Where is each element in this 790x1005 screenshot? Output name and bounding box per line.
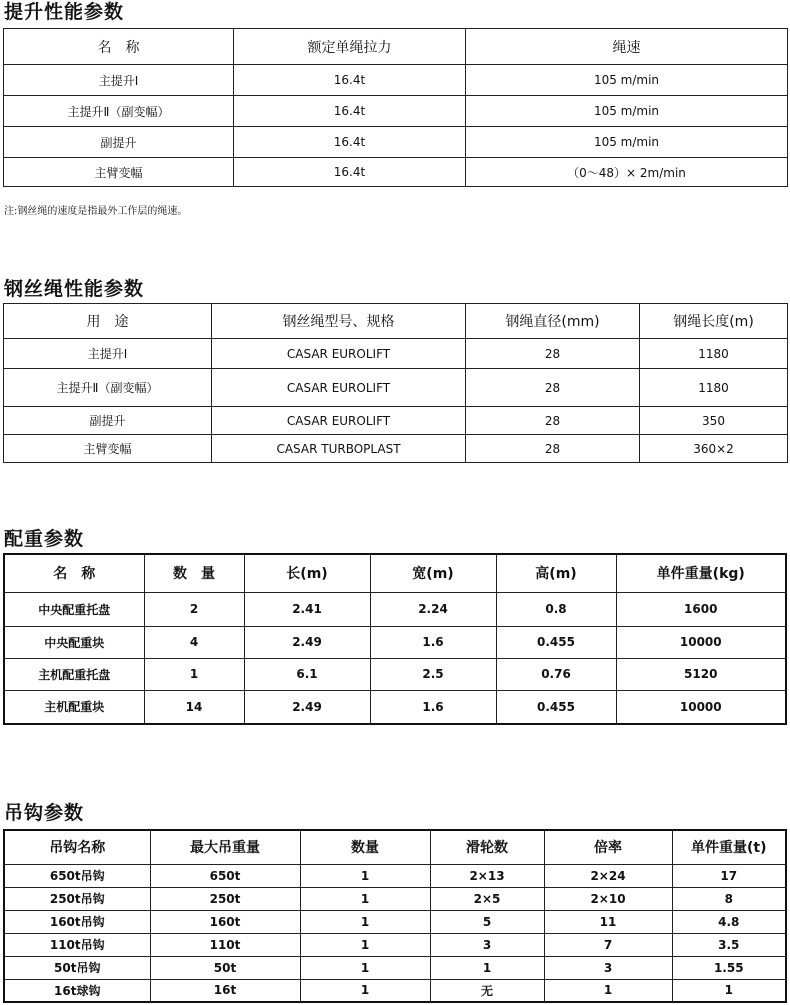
- table-row: [4, 592, 786, 626]
- table-cell: 主臂变幅: [4, 435, 212, 463]
- column-header: 数量: [300, 830, 430, 864]
- table-row: [4, 690, 786, 724]
- table-cell: 650t吊钩: [4, 864, 150, 887]
- table-cell: 2×13: [430, 864, 544, 887]
- table-cell: 8: [672, 887, 786, 910]
- table-row: [4, 369, 788, 407]
- table-cell: 28: [466, 339, 640, 369]
- table-cell: 主提升Ⅱ（副变幅）: [4, 369, 212, 407]
- column-header: 额定单绳拉力: [234, 29, 466, 65]
- table-cell: 28: [466, 435, 640, 463]
- table-cell: 16t: [150, 979, 300, 1002]
- table-cell: CASAR EUROLIFT: [212, 407, 466, 435]
- table-cell: CASAR TURBOPLAST: [212, 435, 466, 463]
- table-cell: （0～48）× 2m/min: [466, 158, 788, 187]
- table-cell: 160t: [150, 910, 300, 933]
- column-header: 长(m): [244, 554, 370, 592]
- table-row: [4, 910, 786, 933]
- column-header: 数 量: [144, 554, 244, 592]
- table-cell: 1.6: [370, 626, 496, 658]
- counterweight-section-title: 配重参数: [4, 528, 85, 550]
- table-cell: 28: [466, 369, 640, 407]
- table-cell: 0.76: [496, 658, 616, 690]
- table-cell: 1180: [640, 339, 788, 369]
- table-cell: 105 m/min: [466, 65, 788, 96]
- table-cell: 1: [430, 956, 544, 979]
- table-cell: 主臂变幅: [4, 158, 234, 187]
- table-row: [4, 887, 786, 910]
- table-cell: 11: [544, 910, 672, 933]
- table-cell: 2.49: [244, 626, 370, 658]
- table-cell: CASAR EUROLIFT: [212, 369, 466, 407]
- table-cell: 1: [144, 658, 244, 690]
- table-cell: 17: [672, 864, 786, 887]
- column-header: 名 称: [4, 29, 234, 65]
- table-row: [4, 127, 788, 158]
- column-header: 倍率: [544, 830, 672, 864]
- table-cell: 1: [300, 887, 430, 910]
- table-cell: 无: [430, 979, 544, 1002]
- table-row: [4, 864, 786, 887]
- table-cell: 350: [640, 407, 788, 435]
- table-cell: 1.6: [370, 690, 496, 724]
- table-cell: 0.455: [496, 626, 616, 658]
- table-cell: 16.4t: [234, 158, 466, 187]
- table-cell: 2×5: [430, 887, 544, 910]
- column-header: 钢绳长度(m): [640, 304, 788, 339]
- table-cell: 1: [300, 933, 430, 956]
- table-cell: 副提升: [4, 407, 212, 435]
- table-row: [4, 65, 788, 96]
- table-cell: 主机配重块: [4, 690, 144, 724]
- table-cell: 1.55: [672, 956, 786, 979]
- table-cell: 1: [544, 979, 672, 1002]
- table-cell: 10000: [616, 690, 786, 724]
- table-cell: 16.4t: [234, 65, 466, 96]
- table-cell: 110t: [150, 933, 300, 956]
- table-cell: 主提升Ⅱ（副变幅）: [4, 96, 234, 127]
- table-cell: 50t: [150, 956, 300, 979]
- table-cell: 16.4t: [234, 96, 466, 127]
- table-row: [4, 956, 786, 979]
- table-cell: 16t球钩: [4, 979, 150, 1002]
- table-row: [4, 979, 786, 1002]
- column-header: 最大吊重量: [150, 830, 300, 864]
- column-header: 滑轮数: [430, 830, 544, 864]
- table-cell: 3: [544, 956, 672, 979]
- table-cell: 0.455: [496, 690, 616, 724]
- table-cell: 360×2: [640, 435, 788, 463]
- table-header-row: [4, 304, 788, 339]
- table-cell: 副提升: [4, 127, 234, 158]
- table-row: [4, 933, 786, 956]
- table-cell: 14: [144, 690, 244, 724]
- hook-section-title: 吊钩参数: [4, 802, 85, 824]
- hoist-section-title: 提升性能参数: [4, 1, 125, 23]
- table-cell: 4: [144, 626, 244, 658]
- table-cell: 650t: [150, 864, 300, 887]
- column-header: 绳速: [466, 29, 788, 65]
- table-cell: 2.41: [244, 592, 370, 626]
- table-cell: CASAR EUROLIFT: [212, 339, 466, 369]
- table-cell: 3.5: [672, 933, 786, 956]
- hook-table: [3, 829, 787, 1003]
- table-cell: 1: [672, 979, 786, 1002]
- table-row: [4, 96, 788, 127]
- table-cell: 28: [466, 407, 640, 435]
- column-header: 单件重量(kg): [616, 554, 786, 592]
- table-cell: 7: [544, 933, 672, 956]
- table-cell: 50t吊钩: [4, 956, 150, 979]
- table-cell: 6.1: [244, 658, 370, 690]
- column-header: 吊钩名称: [4, 830, 150, 864]
- table-cell: 16.4t: [234, 127, 466, 158]
- rope-table: [3, 303, 788, 463]
- hoist-table: [3, 28, 788, 187]
- table-cell: 2×10: [544, 887, 672, 910]
- rope-section-title: 钢丝绳性能参数: [4, 278, 145, 300]
- table-cell: 1: [300, 979, 430, 1002]
- column-header: 钢绳直径(mm): [466, 304, 640, 339]
- table-cell: 主提升Ⅰ: [4, 65, 234, 96]
- table-cell: 1: [300, 956, 430, 979]
- table-cell: 中央配重托盘: [4, 592, 144, 626]
- hoist-note: 注:钢丝绳的速度是指最外工作层的绳速。: [4, 206, 188, 217]
- table-cell: 中央配重块: [4, 626, 144, 658]
- table-row: [4, 339, 788, 369]
- table-row: [4, 158, 788, 187]
- table-cell: 2.49: [244, 690, 370, 724]
- column-header: 宽(m): [370, 554, 496, 592]
- table-cell: 主机配重托盘: [4, 658, 144, 690]
- table-cell: 2.24: [370, 592, 496, 626]
- table-cell: 1: [300, 864, 430, 887]
- column-header: 钢丝绳型号、规格: [212, 304, 466, 339]
- table-row: [4, 407, 788, 435]
- table-row: [4, 658, 786, 690]
- table-cell: 10000: [616, 626, 786, 658]
- table-cell: 105 m/min: [466, 127, 788, 158]
- table-cell: 1180: [640, 369, 788, 407]
- table-row: [4, 435, 788, 463]
- table-cell: 2×24: [544, 864, 672, 887]
- table-cell: 主提升Ⅰ: [4, 339, 212, 369]
- table-cell: 110t吊钩: [4, 933, 150, 956]
- table-cell: 4.8: [672, 910, 786, 933]
- table-row: [4, 626, 786, 658]
- column-header: 用 途: [4, 304, 212, 339]
- table-cell: 250t吊钩: [4, 887, 150, 910]
- table-cell: 0.8: [496, 592, 616, 626]
- column-header: 名 称: [4, 554, 144, 592]
- table-cell: 250t: [150, 887, 300, 910]
- table-cell: 2: [144, 592, 244, 626]
- table-cell: 3: [430, 933, 544, 956]
- table-header-row: [4, 830, 786, 864]
- column-header: 高(m): [496, 554, 616, 592]
- table-header-row: [4, 29, 788, 65]
- table-cell: 1: [300, 910, 430, 933]
- column-header: 单件重量(t): [672, 830, 786, 864]
- table-cell: 5: [430, 910, 544, 933]
- table-header-row: [4, 554, 786, 592]
- table-cell: 160t吊钩: [4, 910, 150, 933]
- table-cell: 2.5: [370, 658, 496, 690]
- counterweight-table: [3, 553, 787, 725]
- table-cell: 5120: [616, 658, 786, 690]
- table-cell: 105 m/min: [466, 96, 788, 127]
- table-cell: 1600: [616, 592, 786, 626]
